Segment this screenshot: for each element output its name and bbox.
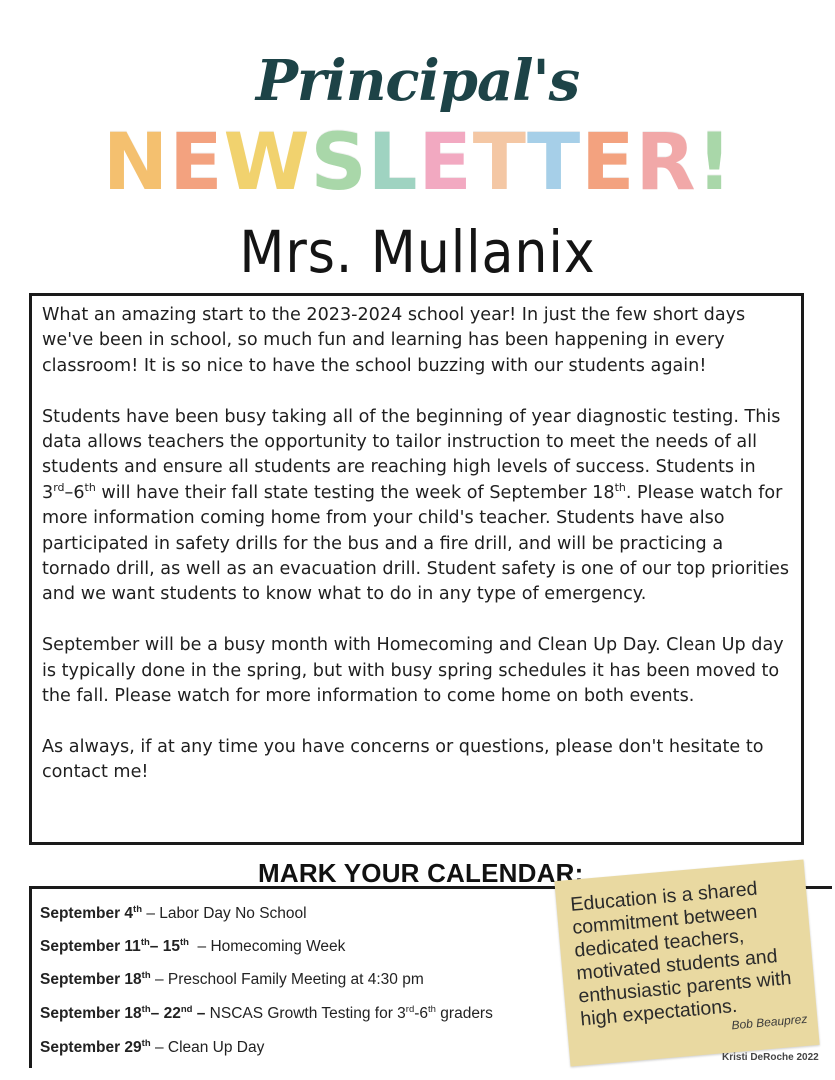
credit-text: Kristi DeRoche 2022 bbox=[722, 1052, 819, 1063]
newsletter-letter: W bbox=[223, 118, 310, 208]
newsletter-letter: N bbox=[102, 118, 169, 208]
calendar-item: September 4th – Labor Day No School bbox=[40, 904, 307, 922]
calendar-item: September 11th– 15th – Homecoming Week bbox=[40, 937, 346, 955]
newsletter-letter: ! bbox=[696, 118, 733, 208]
newsletter-letter: E bbox=[418, 118, 472, 208]
letter-paragraph-1: What an amazing start to the 2023-2024 school year! In just the few short days we've been in school, so much fun and learning has been happening in every classroom! It is so nice to have the school buzzing with our students again! bbox=[42, 305, 746, 376]
letter-paragraph-3: September will be a busy month with Homecoming and Clean Up Day. Clean Up day is typically done in the spring, but with busy spring schedules it has been moved to the fall. Please watch for more information to come home on both events. bbox=[42, 635, 784, 707]
calendar-item: September 18th– 22nd – NSCAS Growth Testing for 3rd-6th graders bbox=[40, 1004, 493, 1022]
header-title-principal: Principal's bbox=[255, 48, 580, 114]
quote-card bbox=[554, 859, 819, 1066]
letter-paragraph-4: As always, if at any time you have concerns or questions, please don't hesitate to contact me! bbox=[42, 736, 764, 783]
calendar-item: September 29th – Clean Up Day bbox=[40, 1038, 265, 1056]
newsletter-letter: E bbox=[169, 118, 223, 208]
calendar-heading: MARK YOUR CALENDAR: bbox=[258, 858, 584, 888]
header-title-newsletter bbox=[0, 118, 835, 208]
calendar-item: September 18th – Preschool Family Meeting at 4:30 pm bbox=[40, 970, 424, 988]
principal-name: Mrs. Mullanix bbox=[239, 218, 596, 286]
newsletter-letter: T bbox=[472, 118, 526, 208]
newsletter-letter: E bbox=[581, 118, 635, 208]
newsletter-letter: L bbox=[367, 118, 418, 208]
quote-text: Education is a shared commitment between dedicated teachers, motivated students and enthusiastic parents with high expectations. bbox=[569, 877, 793, 1031]
newsletter-letter: R bbox=[635, 118, 696, 208]
newsletter-letter: T bbox=[526, 118, 581, 208]
letter-box bbox=[29, 293, 804, 845]
quote-author: Bob Beauprez bbox=[730, 1011, 808, 1033]
letter-paragraph-2: Students have been busy taking all of the beginning of year diagnostic testing. This data allows teachers the opportunity to tailor instruction to meet the needs of all students and ensure all students are reaching high levels of success. Students in 3rd–6th will have their fall state testing the week of September 18th. Please watch for more information coming home from your child's teacher. Students have also participated in safety drills for the bus and a fire drill, and will be practicing a tornado drill, as well as an evacuation drill. Student safety is one of our top priorities and we want students to know what to do in any type of emergency. bbox=[42, 406, 790, 605]
newsletter-letter: S bbox=[310, 118, 367, 208]
